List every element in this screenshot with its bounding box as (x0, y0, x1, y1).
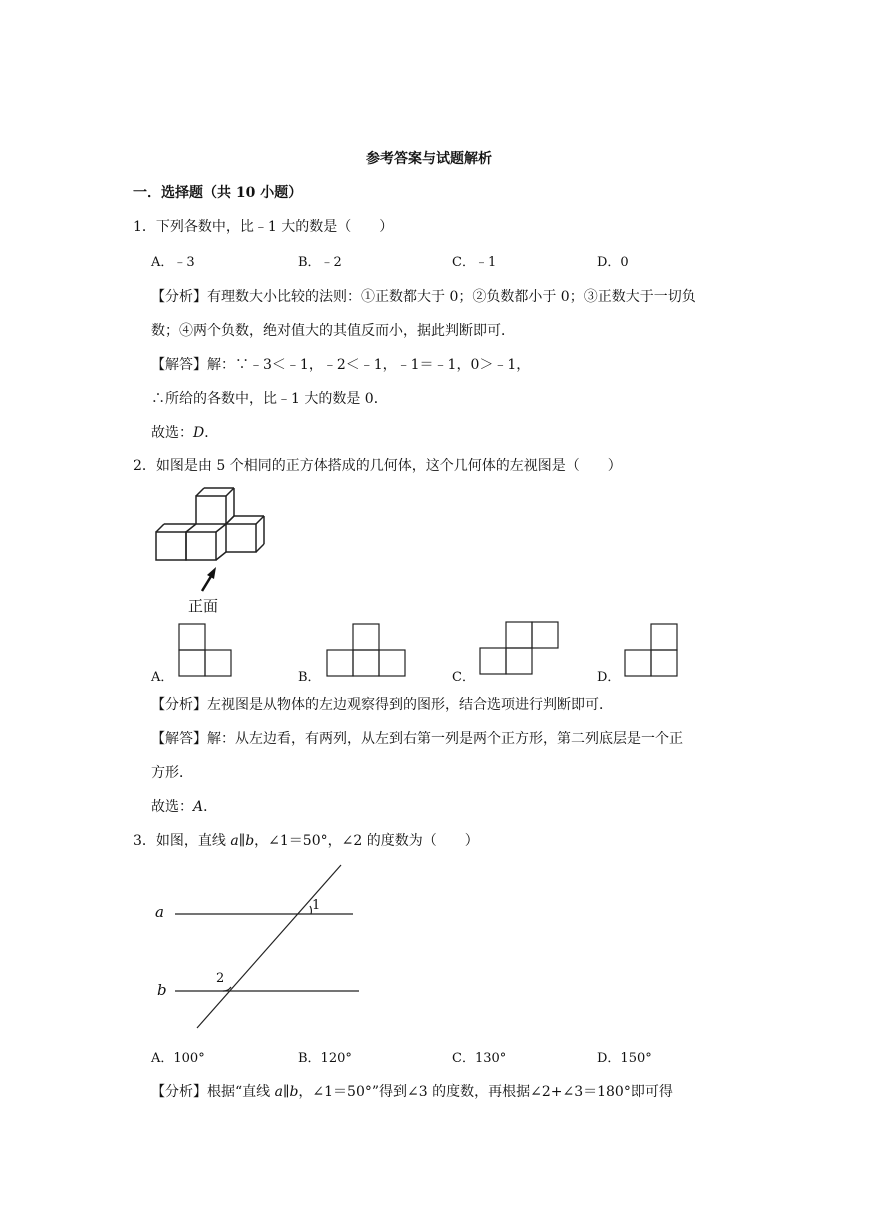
q2-analysis: 【分析】左视图是从物体的左边观察得到的图形，结合选项进行判断即可． (151, 697, 613, 713)
q3-analysis-line-a: a (274, 1084, 283, 1100)
q3-stem-line-a: a (230, 833, 239, 849)
q3-figure-label-b: b (157, 981, 167, 999)
q3-option-b: B．120° (298, 1051, 352, 1066)
q1-analysis-line1: 【分析】有理数大小比较的法则：①正数都大于 0；②负数都小于 0；③正数大于一切负 (151, 289, 696, 305)
q1-answer (151, 422, 218, 442)
q3-angle-2-label: 2 (216, 971, 225, 986)
q2-option-c-figure (479, 621, 561, 679)
q2-option-d: D． (597, 670, 621, 685)
q3-stem (133, 830, 479, 850)
q2-option-b-figure (326, 623, 408, 679)
q2-option-d-figure (624, 623, 680, 679)
q2-stem: 2．如图是由 5 个相同的正方体搭成的几何体，这个几何体的左视图是（ ） (133, 458, 622, 474)
q1-answer-suffix: ． (204, 425, 219, 441)
q1-option-d: D．0 (597, 255, 629, 270)
q1-option-a: A．﹣3 (151, 255, 195, 270)
q1-analysis-line2: 数；④两个负数，绝对值大的其值反而小，据此判断即可． (151, 323, 515, 339)
q3-figure-label-a: a (155, 903, 164, 921)
q2-option-b: B． (298, 670, 321, 685)
q2-option-a: A． (151, 670, 174, 685)
q2-answer-suffix: ． (203, 799, 218, 815)
section-title: 一．选择题（共 10 小题） (133, 185, 303, 201)
q3-stem-pre: 3．如图，直线 (133, 833, 231, 849)
q3-analysis-pre: 【分析】根据“直线 (151, 1084, 275, 1100)
q2-answer-prefix: 故选： (151, 799, 193, 815)
q1-answer-prefix: 故选： (151, 425, 193, 441)
transversal (197, 865, 341, 1028)
q1-solution-line1: 【解答】解：∵﹣3＜﹣1，﹣2＜﹣1，﹣1＝﹣1，0＞﹣1， (151, 357, 531, 373)
q3-analysis-parallel: ∥ (282, 1084, 290, 1100)
q3-option-d: D．150° (597, 1051, 652, 1066)
q2-option-c: C． (452, 670, 475, 685)
q2-answer (151, 796, 217, 816)
q1-option-c: C．﹣1 (452, 255, 497, 270)
page-title: 参考答案与试题解析 (366, 151, 492, 167)
q2-figure-label: 正面 (188, 597, 219, 615)
q3-stem-post: ，∠1＝50°，∠2 的度数为（ ） (254, 833, 479, 849)
q3-analysis (151, 1081, 673, 1101)
q3-analysis-post: ，∠1＝50°”得到∠3 的度数，再根据∠2+∠3＝180°即可得 (298, 1084, 673, 1100)
q3-angle-1-label: 1 (312, 898, 321, 913)
q3-analysis-line-b: b (289, 1084, 299, 1100)
q2-solution-line1: 【解答】解：从左边看，有两列，从左到右第一列是两个正方形，第二列底层是一个正 (151, 731, 683, 747)
q1-stem: 1．下列各数中，比﹣1 大的数是（ ） (133, 219, 394, 235)
q2-option-a-figure (178, 623, 234, 679)
q3-stem-line-b: b (245, 833, 255, 849)
q1-solution-line2: ∴所给的各数中，比﹣1 大的数是 0． (151, 391, 388, 407)
q1-answer-letter: D (193, 425, 205, 441)
q2-answer-letter: A (193, 799, 204, 815)
q3-parallel-lines-figure (150, 860, 370, 1032)
q3-option-c: C．130° (452, 1051, 507, 1066)
q2-solution-line2: 方形． (151, 765, 193, 781)
q1-option-b: B．﹣2 (298, 255, 342, 270)
q3-stem-parallel: ∥ (238, 833, 246, 849)
q3-option-a: A．100° (151, 1051, 205, 1066)
